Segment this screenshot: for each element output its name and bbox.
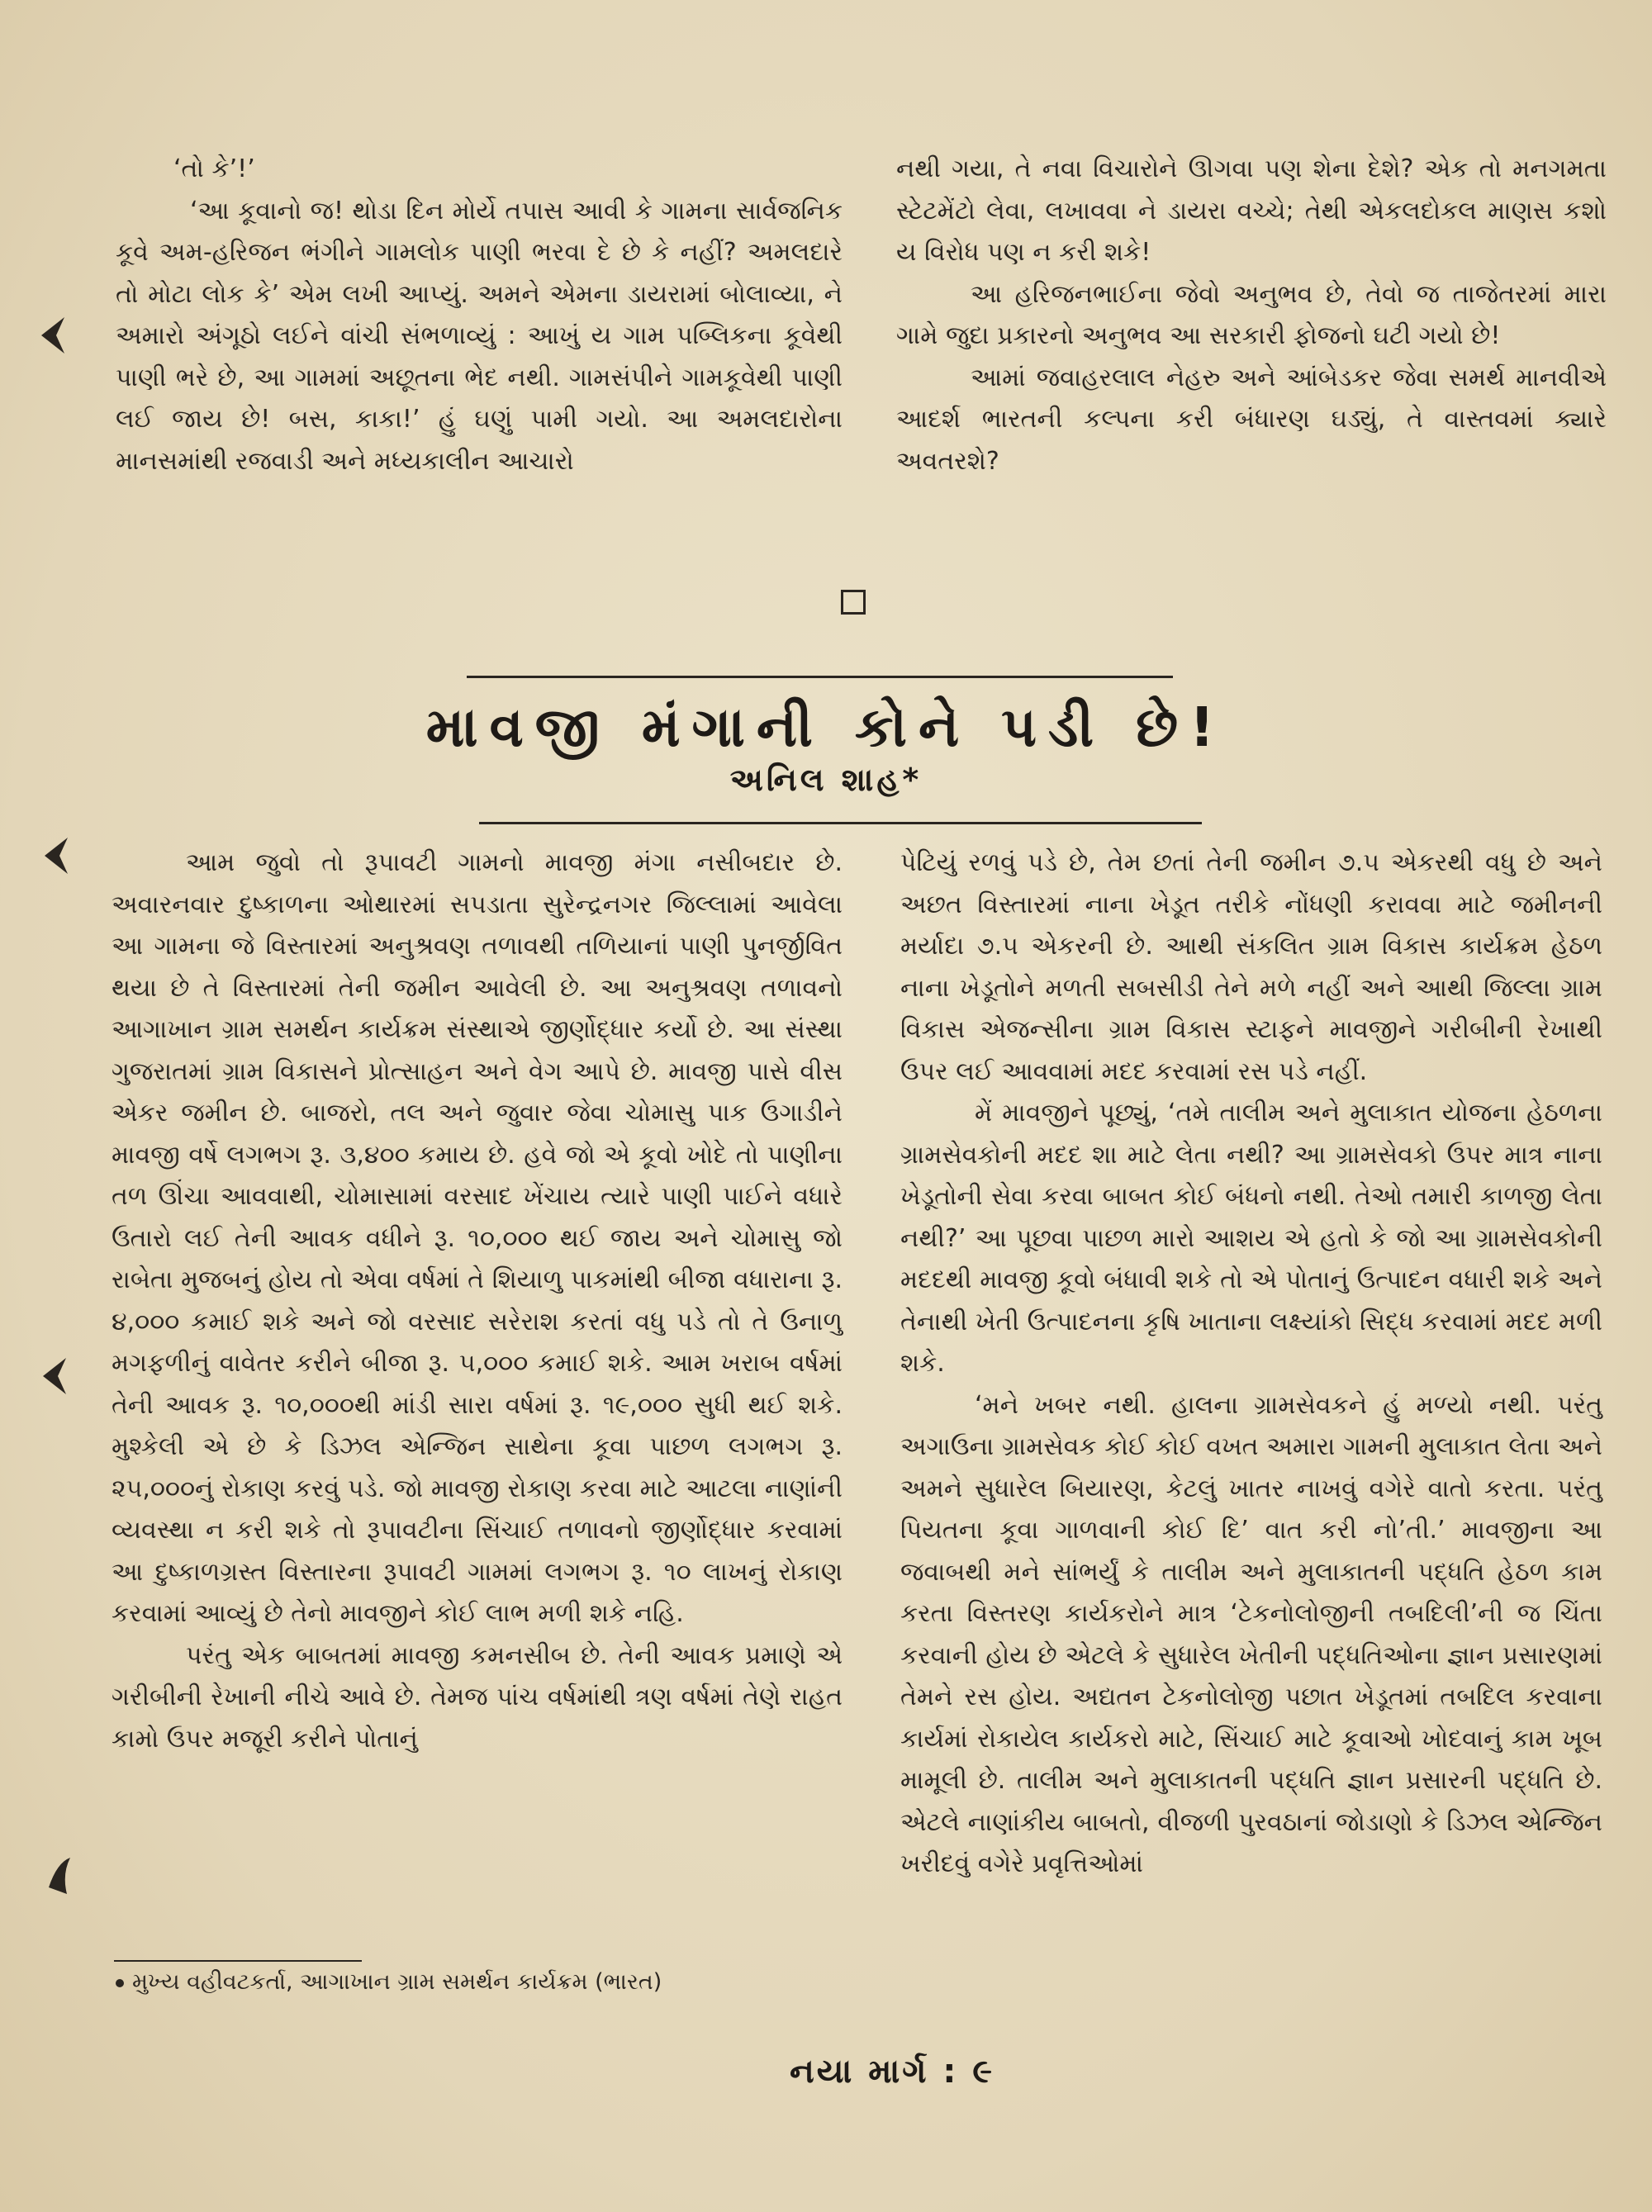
article-author: અનિલ શાહ* [729, 762, 923, 798]
paragraph: નથી ગયા, તે નવા વિચારોને ઊગવા પણ શેના દેશે? એક તો મનગમતા સ્ટેટમેંટો લેવા, લખાવવા ને ડાયરા વચ્ચે; તેથી એકલદોકલ માણસ કશો ય વિરોધ પણ ન કરી શકે! [896, 154, 1607, 267]
section-end-square [841, 590, 866, 615]
paragraph: આમાં જવાહરલાલ નેહરુ અને આંબેડકર જેવા સમર્થ માનવીએ આદર્શ ભારતની કલ્પના કરી બંધારણ ઘડ્યું, તે વાસ્તવમાં ક્યારે અવતરશે? [896, 363, 1607, 476]
paragraph: પેટિયું રળવું પડે છે, તેમ છતાં તેની જમીન ૭.૫ એકરથી વધુ છે અને અછત વિસ્તારમાં નાના ખેડૂત તરીકે નોંધણી કરાવવા માટે જમીનની મર્યાદા ૭.૫ એકરની છે. આથી સંકલિત ગ્રામ વિકાસ કાર્યક્રમ હેઠળ નાના ખેડૂતોને મળતી સબસીડી તેને મળે નહીં અને આથી જિલ્લા ગ્રામ વિકાસ એજન્સીના ગ્રામ વિકાસ સ્ટાફને માવજીને ગરીબીની રેખાથી ઉપર લઈ આવવામાં મદદ કરવામાં રસ પડે નહીં. [900, 848, 1602, 1086]
binding-hole-icon [40, 314, 68, 357]
article-left-column [112, 843, 843, 1760]
article-right-column [900, 843, 1602, 1886]
paragraph: આમ જુવો તો રૂપાવટી ગામનો માવજી મંગા નસીબદાર છે. અવારનવાર દુષ્કાળના ઓથારમાં સપડાતા સુરેન્દ્રનગર જિલ્લામાં આવેલા આ ગામના જે વિસ્તારમાં અનુશ્રવણ તળાવથી તળિયાનાં પાણી પુનર્જીવિત થયા છે તે વિસ્તારમાં તેની જમીન આવેલી છે. આ અનુશ્રવણ તળાવનો આગાખાન ગ્રામ સમર્થન કાર્યક્રમ સંસ્થાએ જીર્ણોદ્ધાર કર્યો છે. આ સંસ્થા ગુજરાતમાં ગ્રામ વિકાસને પ્રોત્સાહન અને વેગ આપે છે. માવજી પાસે વીસ એકર જમીન છે. બાજરો, તલ અને જુવાર જેવા ચોમાસુ પાક ઉગાડીને માવજી વર્ષે લગભગ રૂ. ૩,૪૦૦ કમાય છે. હવે જો એ કૂવો ખોદે તો પાણીના તળ ઊંચા આવવાથી, ચોમાસામાં વરસાદ ખેંચાય ત્યારે પાણી પાઈને વધારે ઉતારો લઈ તેની આવક વધીને રૂ. ૧૦,૦૦૦ થઈ જાય અને ચોમાસુ જો રાબેતા મુજબનું હોય તો એવા વર્ષમાં તે શિયાળુ પાકમાંથી બીજા વધારાના રૂ. ૪,૦૦૦ કમાઈ શકે અને જો વરસાદ સરેરાશ કરતાં વધુ પડે તો તે ઉનાળુ મગફળીનું વાવેતર કરીને બીજા રૂ. ૫,૦૦૦ કમાઈ શકે. આમ ખરાબ વર્ષમાં તેની આવક રૂ. ૧૦,૦૦૦થી માંડી સારા વર્ષમાં રૂ. ૧૯,૦૦૦ સુધી થઈ શકે. મુશ્કેલી એ છે કે ડિઝલ એન્જિન સાથેના કૂવા પાછળ લગભગ રૂ. ૨૫,૦૦૦નું રોકાણ કરવું પડે. જો માવજી રોકાણ કરવા માટે આટલા નાણાંની વ્યવસ્થા ન કરી શકે તો રૂપાવટીના સિંચાઈ તળાવનો જીર્ણોદ્ધાર કરવામાં આ દુષ્કાળગ્રસ્ત વિસ્તારના રૂપાવટી ગામમાં લગભગ રૂ. ૧૦ લાખનું રોકાણ કરવામાં આવ્યું છે તેનો માવજીને કોઈ લાભ મળી શકે નહિ. [112, 848, 843, 1628]
binding-hole-icon [45, 1854, 74, 1897]
footnote-text: મુખ્ય વહીવટકર્તા, આગાખાન ગ્રામ સમર્થન કાર્યક્રમ (ભારત) [132, 1969, 662, 1995]
top-left-column [116, 149, 843, 482]
paragraph: ‘આ કૂવાનો જ! થોડા દિન મોર્યે તપાસ આવી કે ગામના સાર્વજનિક કૂવે અમ-હરિજન ભંગીને ગામલોક પાણી ભરવા દે છે કે નહીં? અમલદારે તો મોટા લોક કે’ એમ લખી આપ્યું. અમને એમના ડાયરામાં બોલાવ્યા, ને અમારો અંગૂઠો લઈને વાંચી સંભળાવ્યું : આખું ય ગામ પબ્લિકના કૂવેથી પાણી ભરે છે, આ ગામમાં અછૂતના ભેદ નથી. ગામસંપીને ગામકૂવેથી પાણી લઈ જાય છે! બસ, કાકા!’ હું ઘણું પામી ગયો. આ અમલદારોના માનસમાંથી રજવાડી અને મધ્યકાલીન આચારો [116, 196, 843, 476]
footnote-rule [114, 1960, 362, 1962]
footnote [116, 1966, 859, 1999]
article-title: માવજી મંગાની કોને પડી છે! [425, 695, 1227, 759]
title-rule-top [467, 676, 1173, 678]
paragraph: ‘મને ખબર નથી. હાલના ગ્રામસેવકને હું મળ્યો નથી. પરંતુ અગાઉના ગ્રામસેવક કોઈ કોઈ વખત અમારા ગામની મુલાકાત લેતા અને અમને સુધારેલ બિયારણ, કેટલું ખાતર નાખવું વગેરે વાતો કરતા. પરંતુ પિયતના કૂવા ગાળવાની કોઈ દિ’ વાત કરી નો’તી.’ માવજીના આ જવાબથી મને સાંભર્યું કે તાલીમ અને મુલાકાતની પદ્ધતિ હેઠળ કામ કરતા વિસ્તરણ કાર્યકરોને માત્ર ‘ટેકનોલોજીની તબદિલી’ની જ ચિંતા કરવાની હોય છે એટલે કે સુધારેલ ખેતીની પદ્ધતિઓના જ્ઞાન પ્રસારણમાં તેમને રસ હોય. અદ્યતન ટેકનોલોજી પછાત ખેડૂતમાં તબદિલ કરવાના કાર્યમાં રોકાયેલ કાર્યકરો માટે, સિંચાઈ માટે કૂવાઓ ખોદવાનું કામ ખૂબ મામૂલી છે. તાલીમ અને મુલાકાતની પદ્ધતિ જ્ઞાન પ્રસારની પદ્ધતિ છે. એટલે નાણાંકીય બાબતો, વીજળી પુરવઠાનાં જોડાણો કે ડિઝલ એન્જિન ખરીદવું વગેરે પ્રવૃત્તિઓમાં [900, 1390, 1602, 1878]
title-rule-bottom [479, 822, 1202, 824]
quote-line: ‘તો કે’!’ [173, 154, 255, 183]
paragraph: મેં માવજીને પૂછ્યું, ‘તમે તાલીમ અને મુલાકાત યોજના હેઠળના ગ્રામસેવકોની મદદ શા માટે લેતા નથી? આ ગ્રામસેવકો ઉપર માત્ર નાના ખેડૂતોની સેવા કરવા બાબત કોઈ બંધનો નથી. તેઓ તમારી કાળજી લેતા નથી?’ આ પૂછવા પાછળ મારો આશય એ હતો કે જો આ ગ્રામસેવકોની મદદથી માવજી કૂવો બંધાવી શકે તો એ પોતાનું ઉત્પાદન વધારી શકે અને તેનાથી ખેતી ઉત્પાદનના કૃષિ ખાતાના લક્ષ્યાંકો સિદ્ધ કરવામાં મદદ મળી શકે. [900, 1099, 1602, 1378]
paragraph: આ હરિજનભાઈના જેવો અનુભવ છે, તેવો જ તાજેતરમાં મારા ગામે જુદા પ્રકારનો અનુભવ આ સરકારી ફોજનો ઘટી ગયો છે! [896, 279, 1607, 350]
binding-hole-icon [43, 834, 71, 877]
paragraph: પરંતુ એક બાબતમાં માવજી કમનસીબ છે. તેની આવક પ્રમાણે એ ગરીબીની રેખાની નીચે આવે છે. તેમજ પાંચ વર્ષમાંથી ત્રણ વર્ષમાં તેણે રાહત કામો ઉપર મજૂરી કરીને પોતાનું [112, 1640, 843, 1754]
bullet-icon [116, 1979, 124, 1987]
binding-hole-icon [41, 1355, 69, 1398]
page-footer: નયા માર્ગ : ૯ [789, 2053, 995, 2091]
top-right-column [896, 149, 1607, 482]
